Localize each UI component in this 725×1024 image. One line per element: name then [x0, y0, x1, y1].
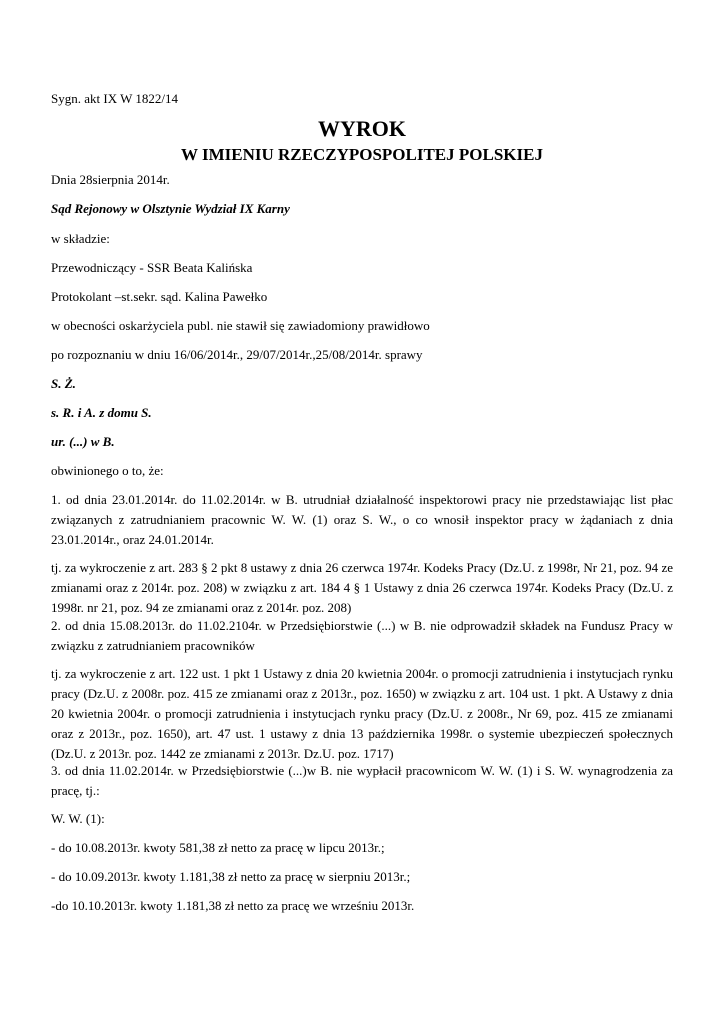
court-name: Sąd Rejonowy w Olsztynie Wydział IX Karny — [51, 201, 290, 216]
charge-3-item: - do 10.09.2013r. kwoty 1.181,38 zł netto za pracę w sierpniu 2013r.; — [51, 869, 411, 884]
charge-3-item: - do 10.08.2013r. kwoty 581,38 zł netto za pracę w lipcu 2013r.; — [51, 840, 385, 855]
charge-3-person: W. W. (1): — [51, 811, 105, 826]
defendant-parents: s. R. i A. z domu S. — [51, 405, 152, 420]
document-title: WYROK — [318, 116, 406, 141]
charge-2: 2. od dnia 15.08.2013r. do 11.02.2104r. w Przedsiębiorstwie (...) w B. nie odprowadził składek na Fundusz Pracy w związku z zatrudnianiem pracowników — [51, 618, 673, 653]
document-subtitle: W IMIENIU RZECZYPOSPOLITEJ POLSKIEJ — [181, 145, 543, 164]
charged-label: obwinionego o to, że: — [51, 463, 164, 478]
presiding-judge: Przewodniczący - SSR Beata Kalińska — [51, 260, 253, 275]
judgment-date: Dnia 28sierpnia 2014r. — [51, 172, 170, 187]
defendant-name: S. Ż. — [51, 376, 76, 391]
prosecutor-note: w obecności oskarżyciela publ. nie stawił się zawiadomiony prawidłowo — [51, 318, 430, 333]
court-clerk: Protokolant –st.sekr. sąd. Kalina Pawełko — [51, 289, 268, 304]
charge-2-legal-basis: tj. za wykroczenie z art. 122 ust. 1 pkt 1 Ustawy z dnia 20 kwietnia 2004r. o promocji zatrudnienia i instytucjach rynku pracy (Dz.U. z 2008r. poz. 415 ze zmianami oraz z 2013r., poz. 1650) w związku z art. 104 ust. 1 pkt. A Ustawy z dnia 20 kwietnia 2004r. o promocji zatrudnienia i instytucjach rynku pracy (Dz.U. z 2008r., Nr 69, poz. 415 ze zmianami oraz z 2013r., poz. 1650), art. 47 ust. 1 ustawy z dnia 13 października 1998r. o systemie ubezpieczeń społecznych (Dz.U. z 2013r. poz. 1442 ze zmianami z 2013r. Dz.U. poz. 1717) — [51, 666, 673, 761]
composition-label: w składzie: — [51, 231, 110, 246]
charge-1-legal-basis: tj. za wykroczenie z art. 283 § 2 pkt 8 ustawy z dnia 26 czerwca 1974r. Kodeks Pracy (Dz.U. z 1998r, Nr 21, poz. 94 ze zmianami oraz z 2014r. poz. 208) w związku z art. 184 4 § 1 Ustawy z dnia 26 czerwca 1974r. Kodeks Pracy (Dz.U. z 1998r. nr 21, poz. 94 ze zmianami oraz z 2014r. poz. 208) — [51, 560, 673, 615]
charge-3: 3. od dnia 11.02.2014r. w Przedsiębiorstwie (...)w B. nie wypłacił pracownicom W. W. (1) i S. W. wynagrodzenia za pracę, tj.: — [51, 763, 673, 798]
defendant-birth: ur. (...) w B. — [51, 434, 115, 449]
document-page — [51, 0, 673, 1024]
hearing-dates: po rozpoznaniu w dniu 16/06/2014r., 29/07/2014r.,25/08/2014r. sprawy — [51, 347, 423, 362]
charge-3-item: -do 10.10.2013r. kwoty 1.181,38 zł netto za pracę we wrześniu 2013r. — [51, 898, 415, 913]
case-signature: Sygn. akt IX W 1822/14 — [51, 91, 178, 106]
charge-1: 1. od dnia 23.01.2014r. do 11.02.2014r. w B. utrudniał działalność inspektorowi pracy nie przedstawiając list płac związanych z zatrudnianiem pracownic W. W. (1) oraz S. W., o co wnosił inspektor pracy w żądaniach z dnia 23.01.2014r., oraz 24.01.2014r. — [51, 492, 673, 547]
